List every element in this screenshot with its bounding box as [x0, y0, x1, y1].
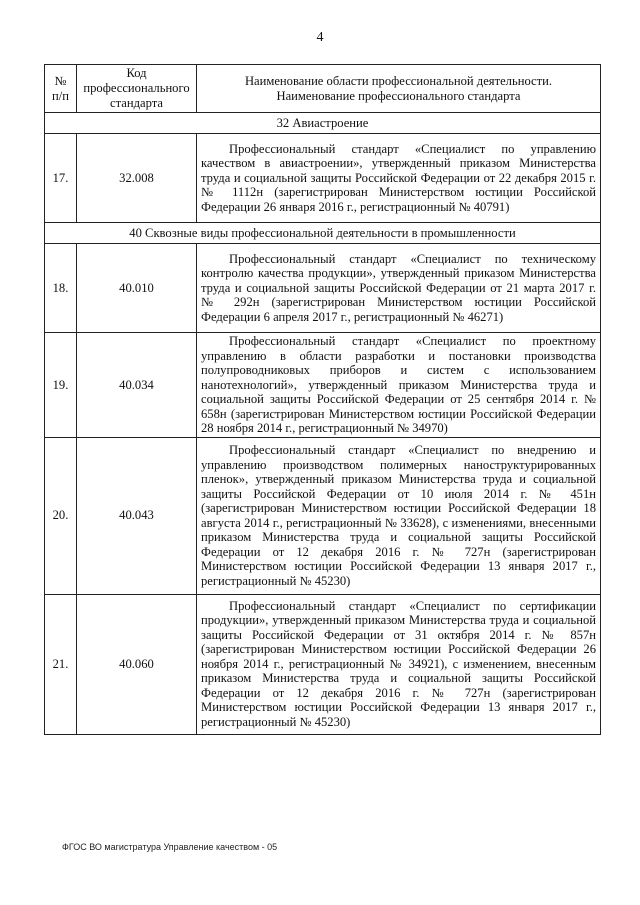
section-row	[45, 113, 601, 134]
table-row	[45, 437, 601, 594]
professional-standards-table	[44, 64, 601, 735]
row-description-text: Профессиональный стандарт «Специалист по сертификации продукции», утвержденный приказом Министерства труда и социальной защиты Российской Федерации от 31 октября 2014 г. № 857н (зарегистрирован Министерством юстиции Российской Федерации 26 ноября 2014 г., регистрационный № 34921), с изменением, внесенным приказом Министерства труда и социальной защиты Российской Федерации от 12 декабря 2016 г. № 727н (зарегистрирован Министерством юстиции Российской Федерации 13 января 2017 г., регистрационный № 45230)	[201, 598, 596, 729]
table-row	[45, 333, 601, 438]
row-description-text: Профессиональный стандарт «Специалист по внедрению и управлению производством полимерных наноструктурированных пленок», утвержденный приказом Министерства труда и социальной защиты Российской Федерации от 10 июля 2014 г. № 451н (зарегистрирован Министерством юстиции Российской Федерации 18 августа 2014 г., регистрационный № 33628), с изменениями, внесенными приказом Министерства труда и социальной защиты Российской Федерации от 12 декабря 2016 г. № 727н (зарегистрирован Министерством юстиции Российской Федерации 13 января 2017 г., регистрационный № 45230)	[201, 443, 596, 588]
row-number: 18.	[45, 244, 77, 333]
header-name	[197, 65, 601, 113]
table-row	[45, 244, 601, 333]
row-code: 40.034	[77, 333, 197, 438]
header-name-line2: Наименование профессионального стандарта	[276, 88, 521, 103]
row-description	[197, 437, 601, 594]
row-description-text: Профессиональный стандарт «Специалист по управлению качеством в авиастроении», утвержденный приказом Министерства труда и социальной защиты Российской Федерации от 22 декабря 2015 г. № 1112н (зарегистрирован Министерством юстиции Российской Федерации 26 января 2016 г., регистрационный № 40791)	[201, 141, 596, 214]
row-number: 20.	[45, 437, 77, 594]
row-description-text: Профессиональный стандарт «Специалист по проектному управлению в области разработки и постановки производства полупроводниковых приборов и систем с использованием нанотехнологий», утвержденный приказом Министерства труда и социальной защиты Российской Федерации от 25 сентября 2014 г. № 658н (зарегистрирован Министерством юстиции Российской Федерации 28 ноября 2014 г., регистрационный № 34970)	[201, 334, 596, 435]
row-number: 21.	[45, 594, 77, 734]
row-code: 40.043	[77, 437, 197, 594]
row-code: 40.060	[77, 594, 197, 734]
row-code: 32.008	[77, 134, 197, 223]
section-cross-industry: 40 Сквозные виды профессиональной деятельности в промышленности	[45, 223, 601, 244]
row-number: 19.	[45, 333, 77, 438]
section-row	[45, 223, 601, 244]
row-description	[197, 134, 601, 223]
row-number: 17.	[45, 134, 77, 223]
table-row	[45, 594, 601, 734]
header-name-line1: Наименование области профессиональной деятельности.	[244, 73, 553, 88]
row-code: 40.010	[77, 244, 197, 333]
header-code: Код профессионального стандарта	[77, 65, 197, 113]
row-description-text: Профессиональный стандарт «Специалист по техническому контролю качества продукции», утвержденный приказом Министерства труда и социальной защиты Российской Федерации от 21 марта 2017 г. № 292н (зарегистрирован Министерством юстиции Российской Федерации 6 апреля 2017 г., регистрационный № 46271)	[201, 251, 596, 324]
section-aviation: 32 Авиастроение	[45, 113, 601, 134]
row-description	[197, 244, 601, 333]
page-number: 4	[316, 30, 324, 45]
table-header-row	[45, 65, 601, 113]
header-num: № п/п	[45, 65, 77, 113]
row-description	[197, 333, 601, 438]
table-row	[45, 134, 601, 223]
document-footer: ФГОС ВО магистратура Управление качеством - 05	[62, 842, 278, 852]
row-description	[197, 594, 601, 734]
